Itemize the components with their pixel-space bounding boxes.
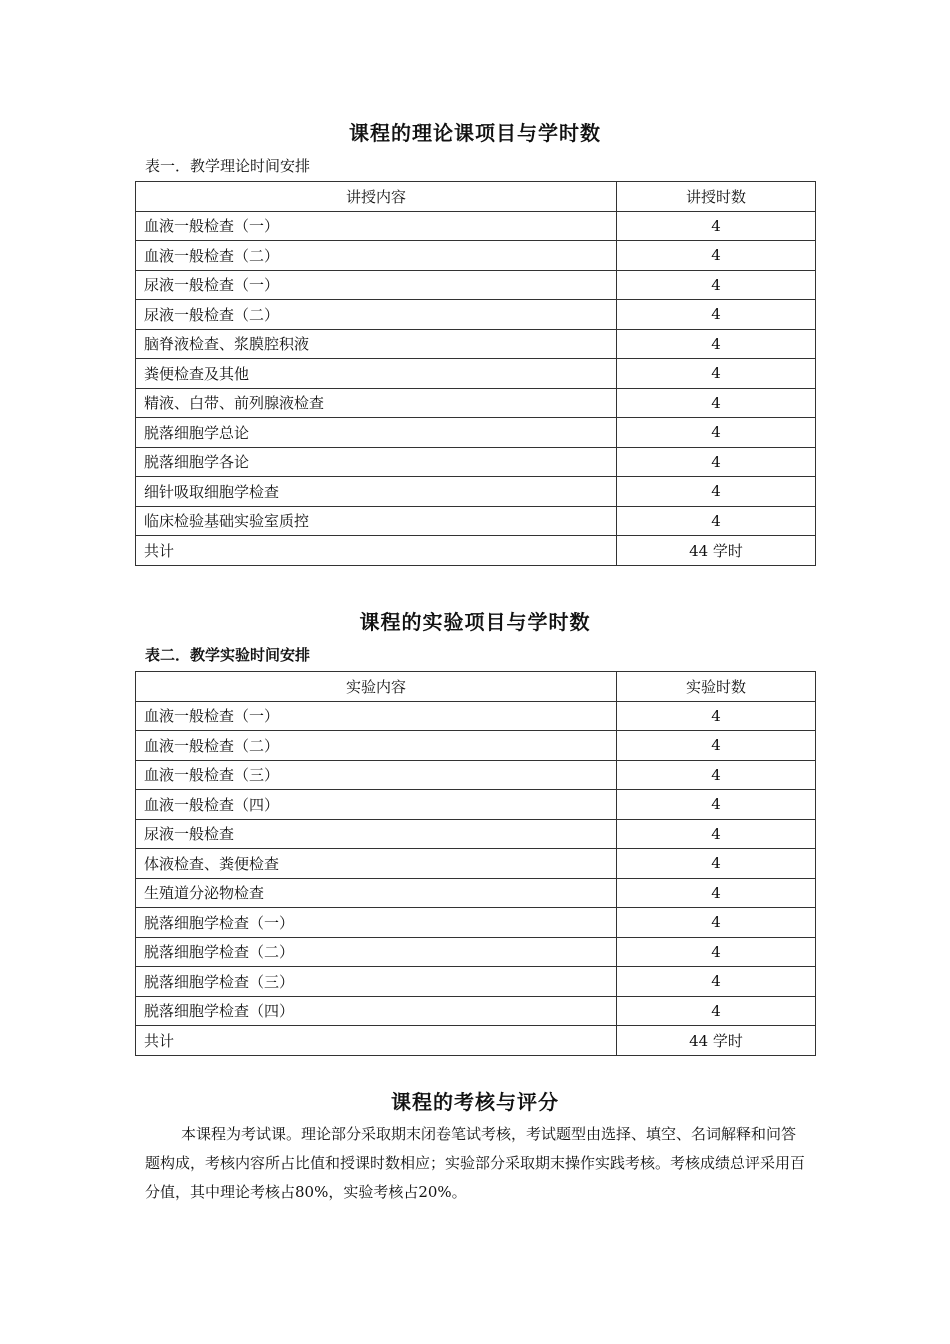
table-row [136, 760, 816, 790]
lab-section-heading: 课程的实验项目与学时数 [359, 610, 591, 634]
table-row [136, 270, 816, 300]
table-header-row [136, 672, 816, 702]
table-cell-hours: 4 [617, 418, 816, 448]
table-row [136, 418, 816, 448]
table-cell-content: 生殖道分泌物检查 [136, 878, 617, 908]
table-cell-hours: 4 [617, 878, 816, 908]
assessment-section-heading: 课程的考核与评分 [391, 1090, 559, 1114]
table-row [136, 536, 816, 566]
table-row [136, 241, 816, 271]
table-cell-hours: 4 [617, 300, 816, 330]
table-cell-hours: 4 [617, 388, 816, 418]
table-cell-content: 脱落细胞学各论 [136, 447, 617, 477]
table-cell-content: 脱落细胞学检查（三） [136, 967, 617, 997]
table-cell-content: 脱落细胞学检查（一） [136, 908, 617, 938]
table-cell-hours: 4 [617, 506, 816, 536]
table-cell-content: 血液一般检查（三） [136, 760, 617, 790]
table-row [136, 359, 816, 389]
table-cell-hours: 4 [617, 359, 816, 389]
table-cell-content: 血液一般检查（四） [136, 790, 617, 820]
table-cell-content: 脑脊液检查、浆膜腔积液 [136, 329, 617, 359]
table-cell-hours: 4 [617, 908, 816, 938]
column-header-hours: 讲授时数 [617, 182, 816, 212]
column-header-hours: 实验时数 [617, 672, 816, 702]
table-cell-hours: 4 [617, 760, 816, 790]
table-row [136, 996, 816, 1026]
table-row [136, 967, 816, 997]
table-row [136, 819, 816, 849]
table-cell-content: 体液检查、粪便检查 [136, 849, 617, 879]
table-row [136, 477, 816, 507]
table-cell-hours: 44 学时 [617, 1026, 816, 1056]
table-cell-hours: 44 学时 [617, 536, 816, 566]
table-row [136, 701, 816, 731]
table-row [136, 506, 816, 536]
theory-table-body [136, 211, 816, 565]
table-row [136, 731, 816, 761]
table-cell-content: 血液一般检查（一） [136, 211, 617, 241]
table-row [136, 447, 816, 477]
table-cell-hours: 4 [617, 937, 816, 967]
table-cell-hours: 4 [617, 790, 816, 820]
table-cell-content: 血液一般检查（一） [136, 701, 617, 731]
table-cell-content: 尿液一般检查 [136, 819, 617, 849]
table-row [136, 878, 816, 908]
table-cell-content: 血液一般检查（二） [136, 731, 617, 761]
table-cell-hours: 4 [617, 241, 816, 271]
table-cell-hours: 4 [617, 819, 816, 849]
table-cell-content: 粪便检查及其他 [136, 359, 617, 389]
table-cell-content: 血液一般检查（二） [136, 241, 617, 271]
table-cell-hours: 4 [617, 447, 816, 477]
table-row [136, 849, 816, 879]
table-row [136, 388, 816, 418]
table-cell-hours: 4 [617, 477, 816, 507]
table-row [136, 300, 816, 330]
table-row [136, 790, 816, 820]
table-row [136, 1026, 816, 1056]
table-cell-content: 临床检验基础实验室质控 [136, 506, 617, 536]
lab-table-body [136, 701, 816, 1055]
table-cell-content: 脱落细胞学检查（二） [136, 937, 617, 967]
table-cell-hours: 4 [617, 967, 816, 997]
table-cell-content: 共计 [136, 1026, 617, 1056]
table-row [136, 937, 816, 967]
column-header-content: 实验内容 [136, 672, 617, 702]
table-cell-hours: 4 [617, 270, 816, 300]
lab-hours-table [135, 671, 816, 1056]
table-cell-content: 精液、白带、前列腺液检查 [136, 388, 617, 418]
table-cell-content: 尿液一般检查（一） [136, 270, 617, 300]
theory-hours-table [135, 181, 816, 566]
table-header-row [136, 182, 816, 212]
table-cell-hours: 4 [617, 211, 816, 241]
assessment-paragraph: 本课程为考试课。理论部分采取期末闭卷笔试考核，考试题型由选择、填空、名词解释和问答题构成，考核内容所占比值和授课时数相应；实验部分采取期末操作实践考核。考核成绩总评采用百分值，其中理论考核占80%，实验考核占20%。 [145, 1125, 806, 1201]
table-cell-content: 脱落细胞学总论 [136, 418, 617, 448]
table-row [136, 908, 816, 938]
theory-table-caption: 表一．教学理论时间安排 [145, 157, 311, 175]
table-cell-hours: 4 [617, 849, 816, 879]
table-cell-hours: 4 [617, 701, 816, 731]
table-cell-hours: 4 [617, 731, 816, 761]
table-cell-hours: 4 [617, 329, 816, 359]
table-cell-content: 脱落细胞学检查（四） [136, 996, 617, 1026]
lab-table-caption: 表二．教学实验时间安排 [145, 646, 311, 664]
table-cell-content: 共计 [136, 536, 617, 566]
column-header-content: 讲授内容 [136, 182, 617, 212]
theory-section-heading: 课程的理论课项目与学时数 [349, 121, 601, 145]
table-row [136, 329, 816, 359]
table-cell-hours: 4 [617, 996, 816, 1026]
table-cell-content: 细针吸取细胞学检查 [136, 477, 617, 507]
table-row [136, 211, 816, 241]
table-cell-content: 尿液一般检查（二） [136, 300, 617, 330]
